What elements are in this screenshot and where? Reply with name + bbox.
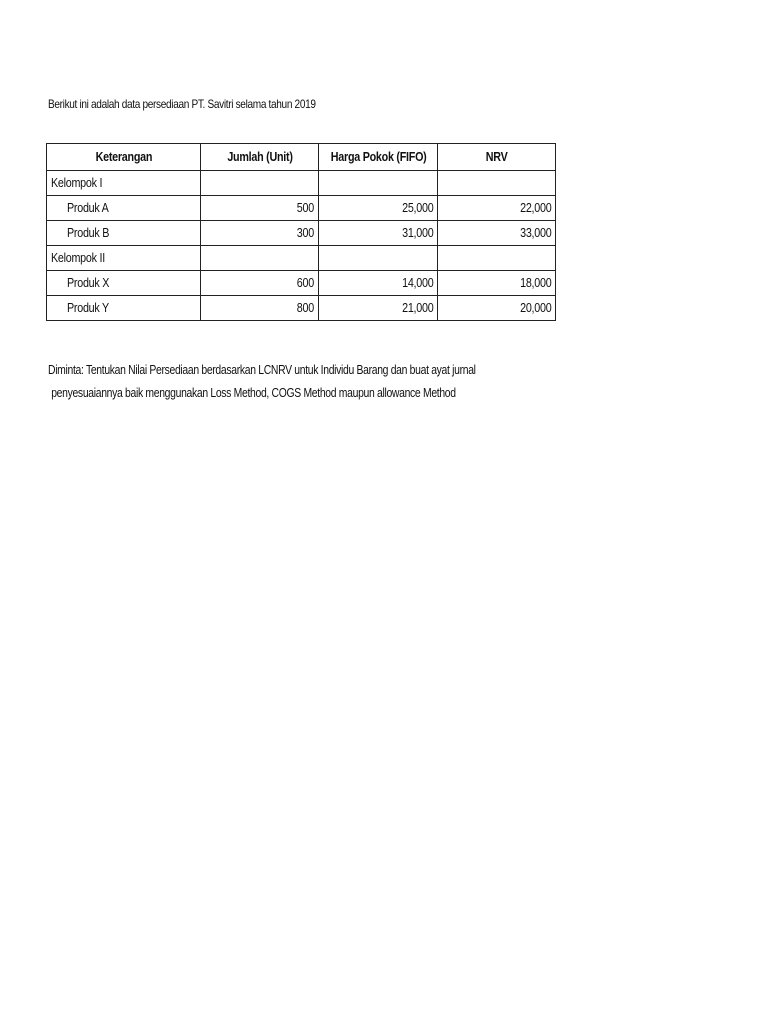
cell-nrv <box>438 171 556 196</box>
table-row <box>47 171 556 196</box>
cell-harga: 25,000 <box>319 196 438 221</box>
cell-nrv: 33,000 <box>438 221 556 246</box>
cell-keterangan: Kelompok I <box>47 171 201 196</box>
intro-text: Berikut ini adalah data persediaan PT. Savitri selama tahun 2019 <box>48 97 316 111</box>
cell-keterangan: Produk A <box>47 196 201 221</box>
inventory-table <box>46 143 556 321</box>
cell-harga: 21,000 <box>319 296 438 321</box>
cell-nrv: 20,000 <box>438 296 556 321</box>
table-row <box>47 221 556 246</box>
cell-jumlah: 300 <box>201 221 319 246</box>
cell-harga <box>319 246 438 271</box>
cell-harga: 14,000 <box>319 271 438 296</box>
table-row <box>47 271 556 296</box>
task-line-2: penyesuaiannya baik menggunakan Loss Method, COGS Method maupun allowance Method <box>51 385 456 400</box>
cell-harga: 31,000 <box>319 221 438 246</box>
cell-nrv <box>438 246 556 271</box>
cell-jumlah: 500 <box>201 196 319 221</box>
cell-jumlah <box>201 246 319 271</box>
cell-nrv: 18,000 <box>438 271 556 296</box>
cell-jumlah <box>201 171 319 196</box>
cell-keterangan: Produk Y <box>47 296 201 321</box>
table-row <box>47 246 556 271</box>
cell-keterangan: Produk B <box>47 221 201 246</box>
header-jumlah: Jumlah (Unit) <box>201 144 319 171</box>
cell-keterangan: Kelompok II <box>47 246 201 271</box>
task-line-1: Diminta: Tentukan Nilai Persediaan berdasarkan LCNRV untuk Individu Barang dan buat ayat jurnal <box>48 362 476 377</box>
cell-keterangan: Produk X <box>47 271 201 296</box>
cell-jumlah: 600 <box>201 271 319 296</box>
header-harga-pokok: Harga Pokok (FIFO) <box>319 144 438 171</box>
cell-jumlah: 800 <box>201 296 319 321</box>
header-nrv: NRV <box>438 144 556 171</box>
cell-nrv: 22,000 <box>438 196 556 221</box>
header-keterangan: Keterangan <box>47 144 201 171</box>
table-row <box>47 296 556 321</box>
table-header-row <box>47 144 556 171</box>
task-instruction <box>48 358 476 404</box>
table-row <box>47 196 556 221</box>
cell-harga <box>319 171 438 196</box>
